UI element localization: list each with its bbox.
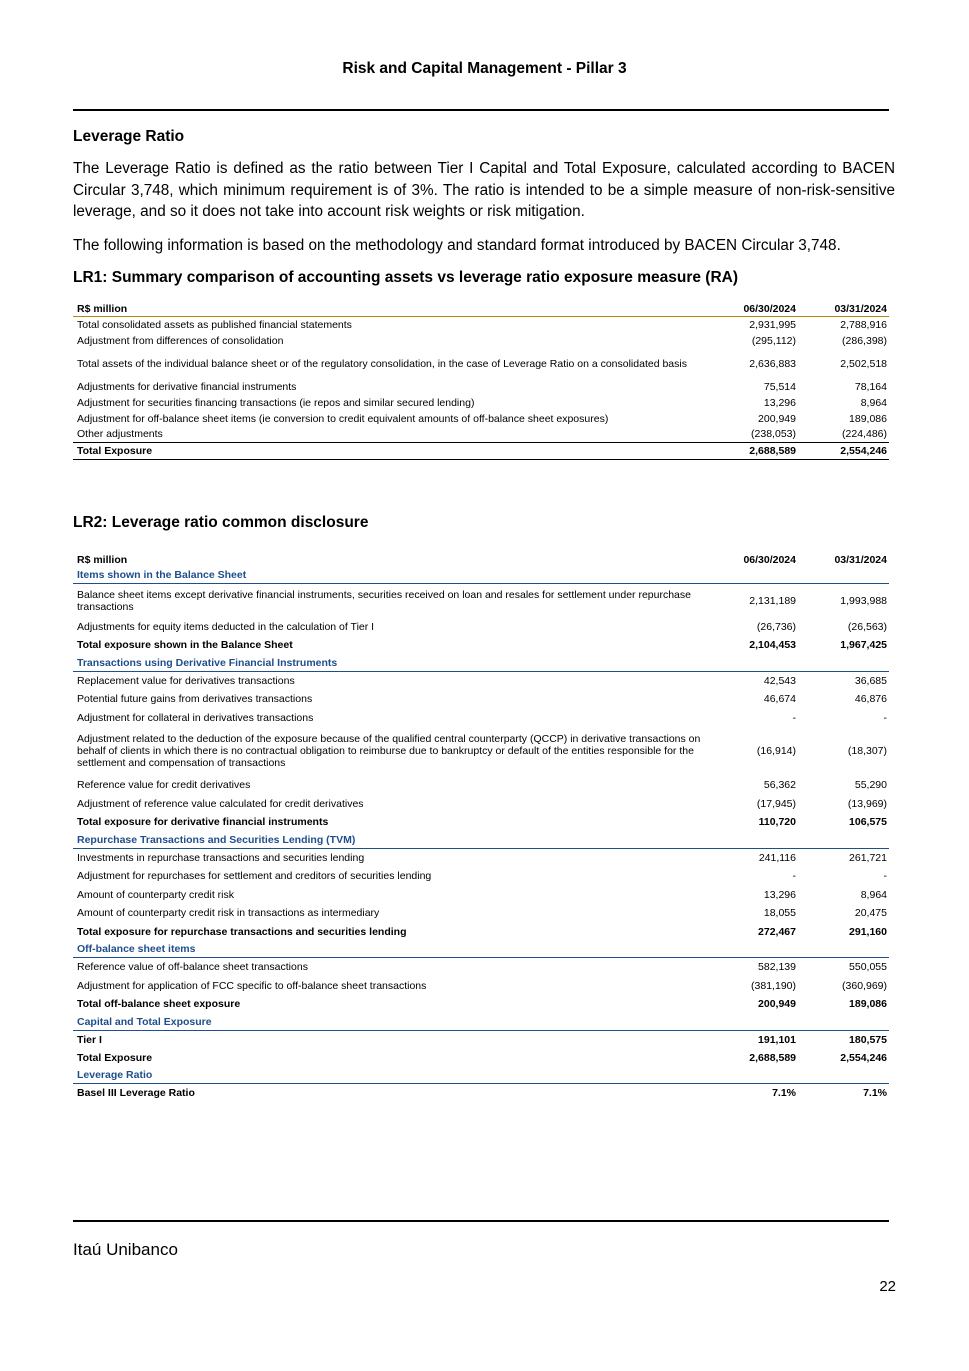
row-label: Adjustment from differences of consolidation <box>77 334 284 347</box>
row-value: 550,055 <box>849 961 887 974</box>
page-number: 22 <box>879 1278 896 1295</box>
row-value: 8,964 <box>860 396 887 409</box>
methodology-paragraph: The following information is based on the methodology and standard format introduced by BACEN Circular 3,748. <box>73 236 841 254</box>
row-value: 2,931,995 <box>749 318 796 331</box>
column-header-label: R$ million <box>77 554 128 566</box>
section-title: Leverage Ratio <box>73 128 185 145</box>
table-total-row <box>73 1084 889 1103</box>
section-heading-row <box>73 567 889 584</box>
section-heading-row <box>73 655 889 672</box>
row-value: (360,969) <box>842 979 887 992</box>
table-header-row <box>73 301 889 317</box>
column-header-label: R$ million <box>73 301 707 317</box>
row-label: Amount of counterparty credit risk <box>77 888 234 901</box>
column-header-date: 06/30/2024 <box>707 301 798 317</box>
row-value: 1,993,988 <box>840 594 887 607</box>
row-value: - <box>792 870 796 883</box>
table-row <box>73 333 889 349</box>
table-row <box>73 690 889 709</box>
total-label: Basel III Leverage Ratio <box>77 1087 195 1100</box>
section-heading: Leverage Ratio <box>73 1067 889 1084</box>
table-row <box>73 776 889 795</box>
row-label: Replacement value for derivatives transactions <box>77 674 295 687</box>
intro-paragraph: The Leverage Ratio is defined as the ratio between Tier I Capital and Total Exposure, calculated according to BACEN Circular 3,748, which minimum requirement is of 3%. The ratio is intended to be a simple measure of non-risk-sensitive leverage, and so it does not take into account risk weights or risk mitigation. <box>73 160 895 220</box>
total-label: Tier I <box>77 1033 102 1046</box>
row-value: 200,949 <box>758 412 796 425</box>
table-total-row <box>73 923 889 942</box>
section-heading: Repurchase Transactions and Securities Lending (TVM) <box>73 832 889 849</box>
table-row <box>73 885 889 904</box>
row-label: Investments in repurchase transactions and securities lending <box>77 851 365 864</box>
row-value: 241,116 <box>758 851 796 864</box>
row-label: Potential future gains from derivatives transactions <box>77 693 313 706</box>
row-label: Reference value of off-balance sheet transactions <box>77 961 308 974</box>
footer-brand: Itaú Unibanco <box>73 1240 178 1259</box>
section-heading-row <box>73 832 889 849</box>
total-label: Total Exposure <box>73 443 707 460</box>
table-row <box>73 671 889 690</box>
total-value: 2,104,453 <box>749 639 796 652</box>
total-value: 189,086 <box>849 998 887 1011</box>
row-value: 2,636,883 <box>749 357 796 370</box>
row-value: (17,945) <box>756 797 796 810</box>
row-value: - <box>792 711 796 724</box>
total-value: 191,101 <box>758 1033 796 1046</box>
row-label: Balance sheet items except derivative financial instruments, securities received on loan and resales for settlement under repurchase transactions <box>77 588 691 613</box>
row-value: (13,969) <box>847 797 887 810</box>
row-value: (26,563) <box>847 620 887 633</box>
page-header-title: Risk and Capital Management - Pillar 3 <box>342 60 627 77</box>
table-row <box>73 976 889 995</box>
row-value: 2,788,916 <box>840 318 887 331</box>
row-value: 20,475 <box>854 907 887 920</box>
row-value: 75,514 <box>763 380 796 393</box>
page-content <box>73 128 895 1102</box>
row-label: Adjustment of reference value calculated for credit derivatives <box>77 797 364 810</box>
row-label: Adjustment for securities financing transactions (ie repos and similar secured lending) <box>77 396 475 409</box>
row-value: 55,290 <box>854 779 887 792</box>
table-row <box>73 317 889 333</box>
total-label: Total exposure shown in the Balance Sheet <box>77 639 293 652</box>
total-label: Total exposure for repurchase transactions and securities lending <box>77 925 407 938</box>
table-total-row <box>73 813 889 832</box>
table-row <box>73 848 889 867</box>
row-label: Adjustments for equity items deducted in the calculation of Tier I <box>77 620 375 633</box>
row-value: (238,053) <box>707 427 798 443</box>
total-value: 2,554,246 <box>798 443 889 460</box>
section-heading: Items shown in the Balance Sheet <box>73 567 889 584</box>
table-total-row <box>73 1049 889 1068</box>
section-heading: Capital and Total Exposure <box>73 1014 889 1031</box>
row-value: 78,164 <box>854 380 887 393</box>
row-label: Adjustments for derivative financial instruments <box>77 380 297 393</box>
header-divider <box>73 109 889 111</box>
row-value: - <box>883 870 887 883</box>
total-value: 180,575 <box>849 1033 887 1046</box>
table-row <box>73 904 889 923</box>
total-value: 200,949 <box>758 998 796 1011</box>
total-value: 291,160 <box>849 925 887 938</box>
row-value: 189,086 <box>849 412 887 425</box>
row-value: 13,296 <box>763 888 796 901</box>
row-value: 36,685 <box>854 674 887 687</box>
section-heading-row <box>73 1014 889 1031</box>
lr1-table <box>73 301 889 460</box>
row-value: 42,543 <box>763 674 796 687</box>
table-row <box>73 795 889 814</box>
row-value: 46,674 <box>763 693 796 706</box>
total-value: 272,467 <box>758 925 796 938</box>
total-value: 1,967,425 <box>840 639 887 652</box>
section-heading: Transactions using Derivative Financial Instruments <box>73 655 889 672</box>
row-label: Reference value for credit derivatives <box>77 779 251 792</box>
row-label: Adjustment for off-balance sheet items (ie conversion to credit equivalent amounts of off-balance sheet exposures) <box>77 412 609 425</box>
row-value: 18,055 <box>763 907 796 920</box>
row-value: 46,876 <box>854 693 887 706</box>
table-row <box>73 349 889 379</box>
table-total-row <box>73 995 889 1014</box>
table-row <box>73 867 889 886</box>
table-row <box>73 708 889 727</box>
table-row <box>73 584 889 618</box>
total-value: 2,688,589 <box>749 1051 796 1064</box>
total-value: 7.1% <box>863 1087 887 1100</box>
row-label: Adjustment related to the deduction of the exposure because of the qualified central counterparty (QCCP) in derivative transactions on behalf of clients in which there is no contractual obligation to reimburse due to bankruptcy or default of the entities responsible for the settlement and compensation of transactions <box>77 733 701 770</box>
lr2-title: LR2: Leverage ratio common disclosure <box>73 514 369 531</box>
total-value: 106,575 <box>849 816 887 829</box>
row-label: Adjustment for application of FCC specific to off-balance sheet transactions <box>77 979 427 992</box>
row-value: (18,307) <box>847 745 887 758</box>
row-value: 2,131,189 <box>749 594 796 607</box>
total-value: 2,688,589 <box>707 443 798 460</box>
section-heading-row <box>73 1067 889 1084</box>
table-row <box>73 618 889 637</box>
footer-divider <box>73 1220 889 1222</box>
table-row <box>73 395 889 411</box>
table-row <box>73 427 889 443</box>
table-row <box>73 379 889 395</box>
table-total-row <box>73 443 889 460</box>
table-header-row <box>73 552 889 567</box>
row-value: 8,964 <box>860 888 887 901</box>
total-label: Total Exposure <box>77 1051 153 1064</box>
table-row <box>73 411 889 427</box>
table-total-row <box>73 1030 889 1049</box>
column-header-date: 06/30/2024 <box>743 554 796 566</box>
row-label: Total assets of the individual balance sheet or of the regulatory consolidation, in the case of Leverage Ratio on a consolidated basis <box>77 357 687 370</box>
row-value: (16,914) <box>756 745 796 758</box>
column-header-date: 03/31/2024 <box>798 301 889 317</box>
lr1-title: LR1: Summary comparison of accounting assets vs leverage ratio exposure measure (RA) <box>73 269 739 286</box>
section-heading: Off-balance sheet items <box>73 941 889 958</box>
row-value: (224,486) <box>798 427 889 443</box>
row-value: (381,190) <box>751 979 796 992</box>
row-value: (26,736) <box>756 620 796 633</box>
row-value: 56,362 <box>763 779 796 792</box>
row-label: Amount of counterparty credit risk in transactions as intermediary <box>77 907 380 920</box>
row-label: Other adjustments <box>73 427 707 443</box>
total-label: Total off-balance sheet exposure <box>77 998 241 1011</box>
total-value: 2,554,246 <box>840 1051 887 1064</box>
lr2-table <box>73 552 889 1102</box>
section-heading-row <box>73 941 889 958</box>
table-row <box>73 958 889 977</box>
row-value: - <box>883 711 887 724</box>
row-value: 2,502,518 <box>840 357 887 370</box>
total-value: 110,720 <box>758 816 796 829</box>
row-label: Adjustment for repurchases for settlement and creditors of securities lending <box>77 870 432 883</box>
column-header-date: 03/31/2024 <box>834 554 887 566</box>
row-value: 261,721 <box>849 851 887 864</box>
row-value: (295,112) <box>751 334 796 347</box>
row-value: 13,296 <box>763 396 796 409</box>
row-value: 582,139 <box>758 961 796 974</box>
total-label: Total exposure for derivative financial instruments <box>77 816 329 829</box>
table-total-row <box>73 636 889 655</box>
table-row <box>73 727 889 776</box>
total-value: 7.1% <box>772 1087 796 1100</box>
row-label: Adjustment for collateral in derivatives transactions <box>77 711 314 724</box>
row-label: Total consolidated assets as published financial statements <box>77 318 352 331</box>
row-value: (286,398) <box>842 334 887 347</box>
